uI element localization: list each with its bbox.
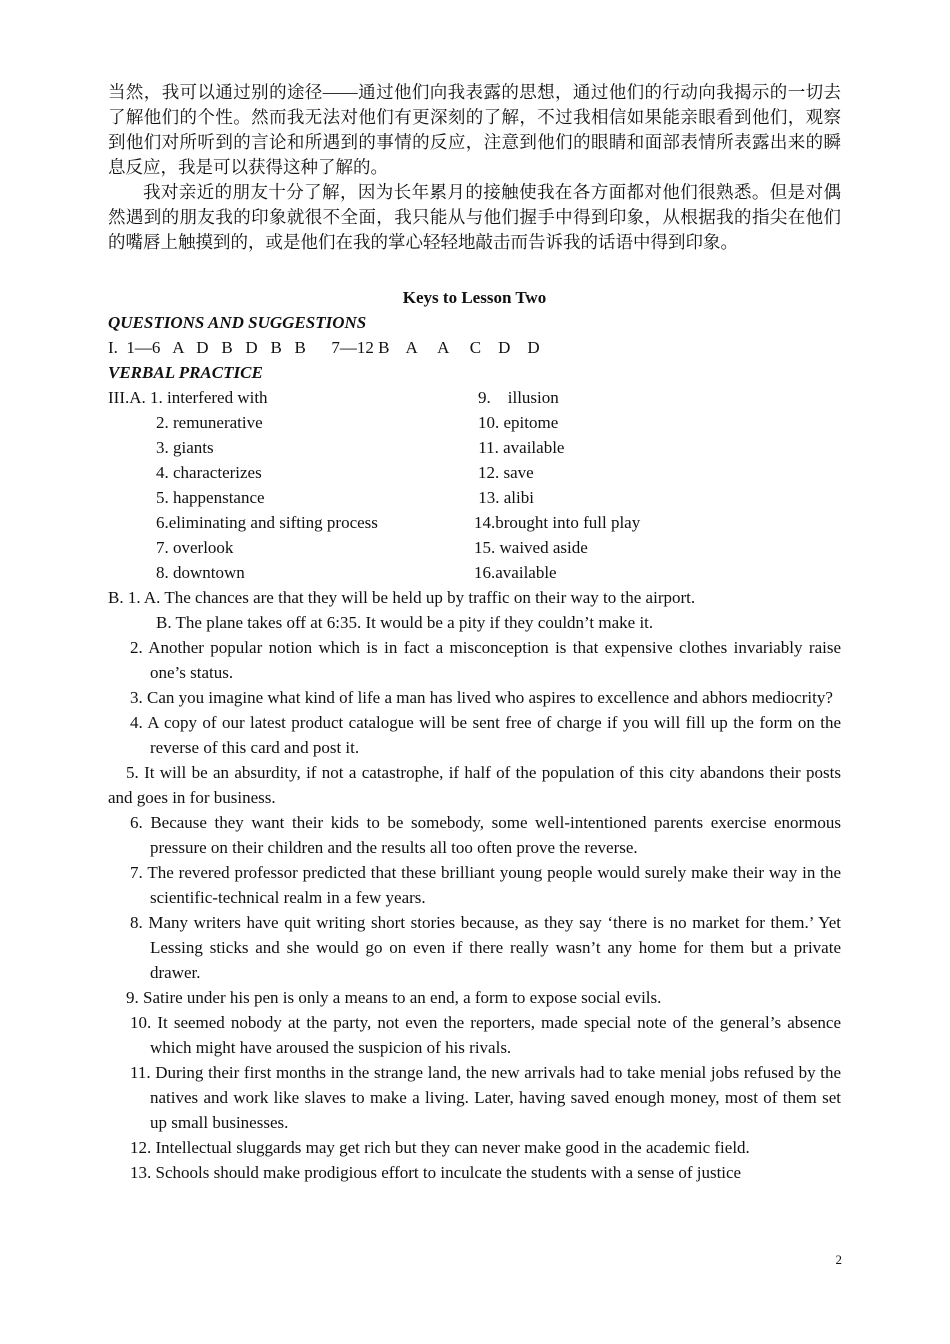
vocab-left-item: 6.eliminating and sifting process [156, 513, 378, 532]
answer-item: 8. Many writers have quit writing short stories because, as they say ‘there is no market for them.’ Yet Lessing sticks and she would go on even if there really wasn’t any home for them but a private drawer. [130, 913, 841, 982]
vocab-left-item: 5. happenstance [156, 488, 265, 507]
vocab-right-item: 9. illusion [478, 388, 559, 407]
answer-item: 6. Because they want their kids to be somebody, some well-intentioned parents exercise enormous pressure on their children and the results all too often prove the reverse. [130, 813, 841, 857]
chinese-paragraph-2: 我对亲近的朋友十分了解，因为长年累月的接触使我在各方面都对他们很熟悉。但是对偶然遇到的朋友我的印象就很不全面，我只能从与他们握手中得到印象，从根据我的指尖在他们的嘴唇上触摸到的，或是他们在我的掌心轻轻地敲击而告诉我的话语中得到印象。 [108, 182, 841, 252]
vocab-right-item: 13. alibi [474, 488, 534, 507]
chinese-paragraph-1: 当然，我可以通过别的途径——通过他们向我表露的思想，通过他们的行动向我揭示的一切去了解他们的个性。然而我无法对他们有更深刻的了解，不过我相信如果能亲眼看到他们，观察到他们对所听到的言论和所遇到的事情的反应，注意到他们的眼睛和面部表情所表露出来的瞬息反应，我是可以获得这种了解的。 [108, 82, 841, 177]
vocab-right-item: 14.brought into full play [474, 513, 641, 532]
answer-item: 4. A copy of our latest product catalogue will be sent free of charge if you will fill up the form on the reverse of this card and post it. [130, 713, 841, 757]
vocab-right-item: 16.available [474, 563, 557, 582]
answer-item: 3. Can you imagine what kind of life a man has lived who aspires to excellence and abhors mediocrity? [130, 688, 833, 707]
answer-item: 7. The revered professor predicted that these brilliant young people would surely make their way in the scientific-technical realm in a few years. [130, 863, 841, 907]
vocab-left-item: 7. overlook [156, 538, 234, 557]
answer-item: 12. Intellectual sluggards may get rich but they can never make good in the academic field. [130, 1138, 750, 1157]
document-page [108, 80, 841, 1185]
chinese-translation [108, 80, 841, 255]
answer-keys-line: I. 1—6 A D B D B B 7—12 B A A C D D [108, 338, 540, 357]
answer-item: 5. It will be an absurdity, if not a catastrophe, if half of the population of this city abandons their posts and goes in for business. [108, 763, 841, 807]
vocabulary-answers [108, 385, 841, 585]
vocab-right-item: 15. waived aside [474, 538, 588, 557]
vocab-right-item: 10. epitome [478, 413, 559, 432]
vocab-right-item: 12. save [478, 463, 534, 482]
section-title: Keys to Lesson Two [402, 288, 547, 307]
answer-item: 13. Schools should make prodigious effort to inculcate the students with a sense of justice [130, 1163, 742, 1182]
vocab-left-item: 2. remunerative [156, 413, 263, 432]
vocab-right-item: 11. available [474, 438, 565, 457]
sentence-answers [108, 585, 841, 1185]
answer-item: 10. It seemed nobody at the party, not even the reporters, made special note of the general’s absence which might have aroused the suspicion of his rivals. [130, 1013, 841, 1057]
questions-heading: QUESTIONS AND SUGGESTIONS [108, 313, 367, 332]
verbal-practice-heading: VERBAL PRACTICE [108, 363, 263, 382]
vocab-left-item: III.A. 1. interfered with [108, 388, 268, 407]
answer-item: 11. During their first months in the strange land, the new arrivals had to take menial jobs refused by the natives and work like slaves to make a living. Later, having saved enough money, most of them set up small businesses. [130, 1063, 841, 1132]
answer-b1a: B. 1. A. The chances are that they will be held up by traffic on their way to the airport. [108, 588, 696, 607]
vocab-left-item: 4. characterizes [156, 463, 262, 482]
answer-b1b: B. The plane takes off at 6:35. It would be a pity if they couldn’t make it. [156, 613, 654, 632]
answer-item: 9. Satire under his pen is only a means to an end, a form to expose social evils. [126, 988, 662, 1007]
answer-item: 2. Another popular notion which is in fact a misconception is that expensive clothes invariably raise one’s status. [130, 638, 841, 682]
page-number: 2 [835, 1252, 842, 1267]
vocab-left-item: 3. giants [156, 438, 214, 457]
vocab-left-item: 8. downtown [156, 563, 245, 582]
